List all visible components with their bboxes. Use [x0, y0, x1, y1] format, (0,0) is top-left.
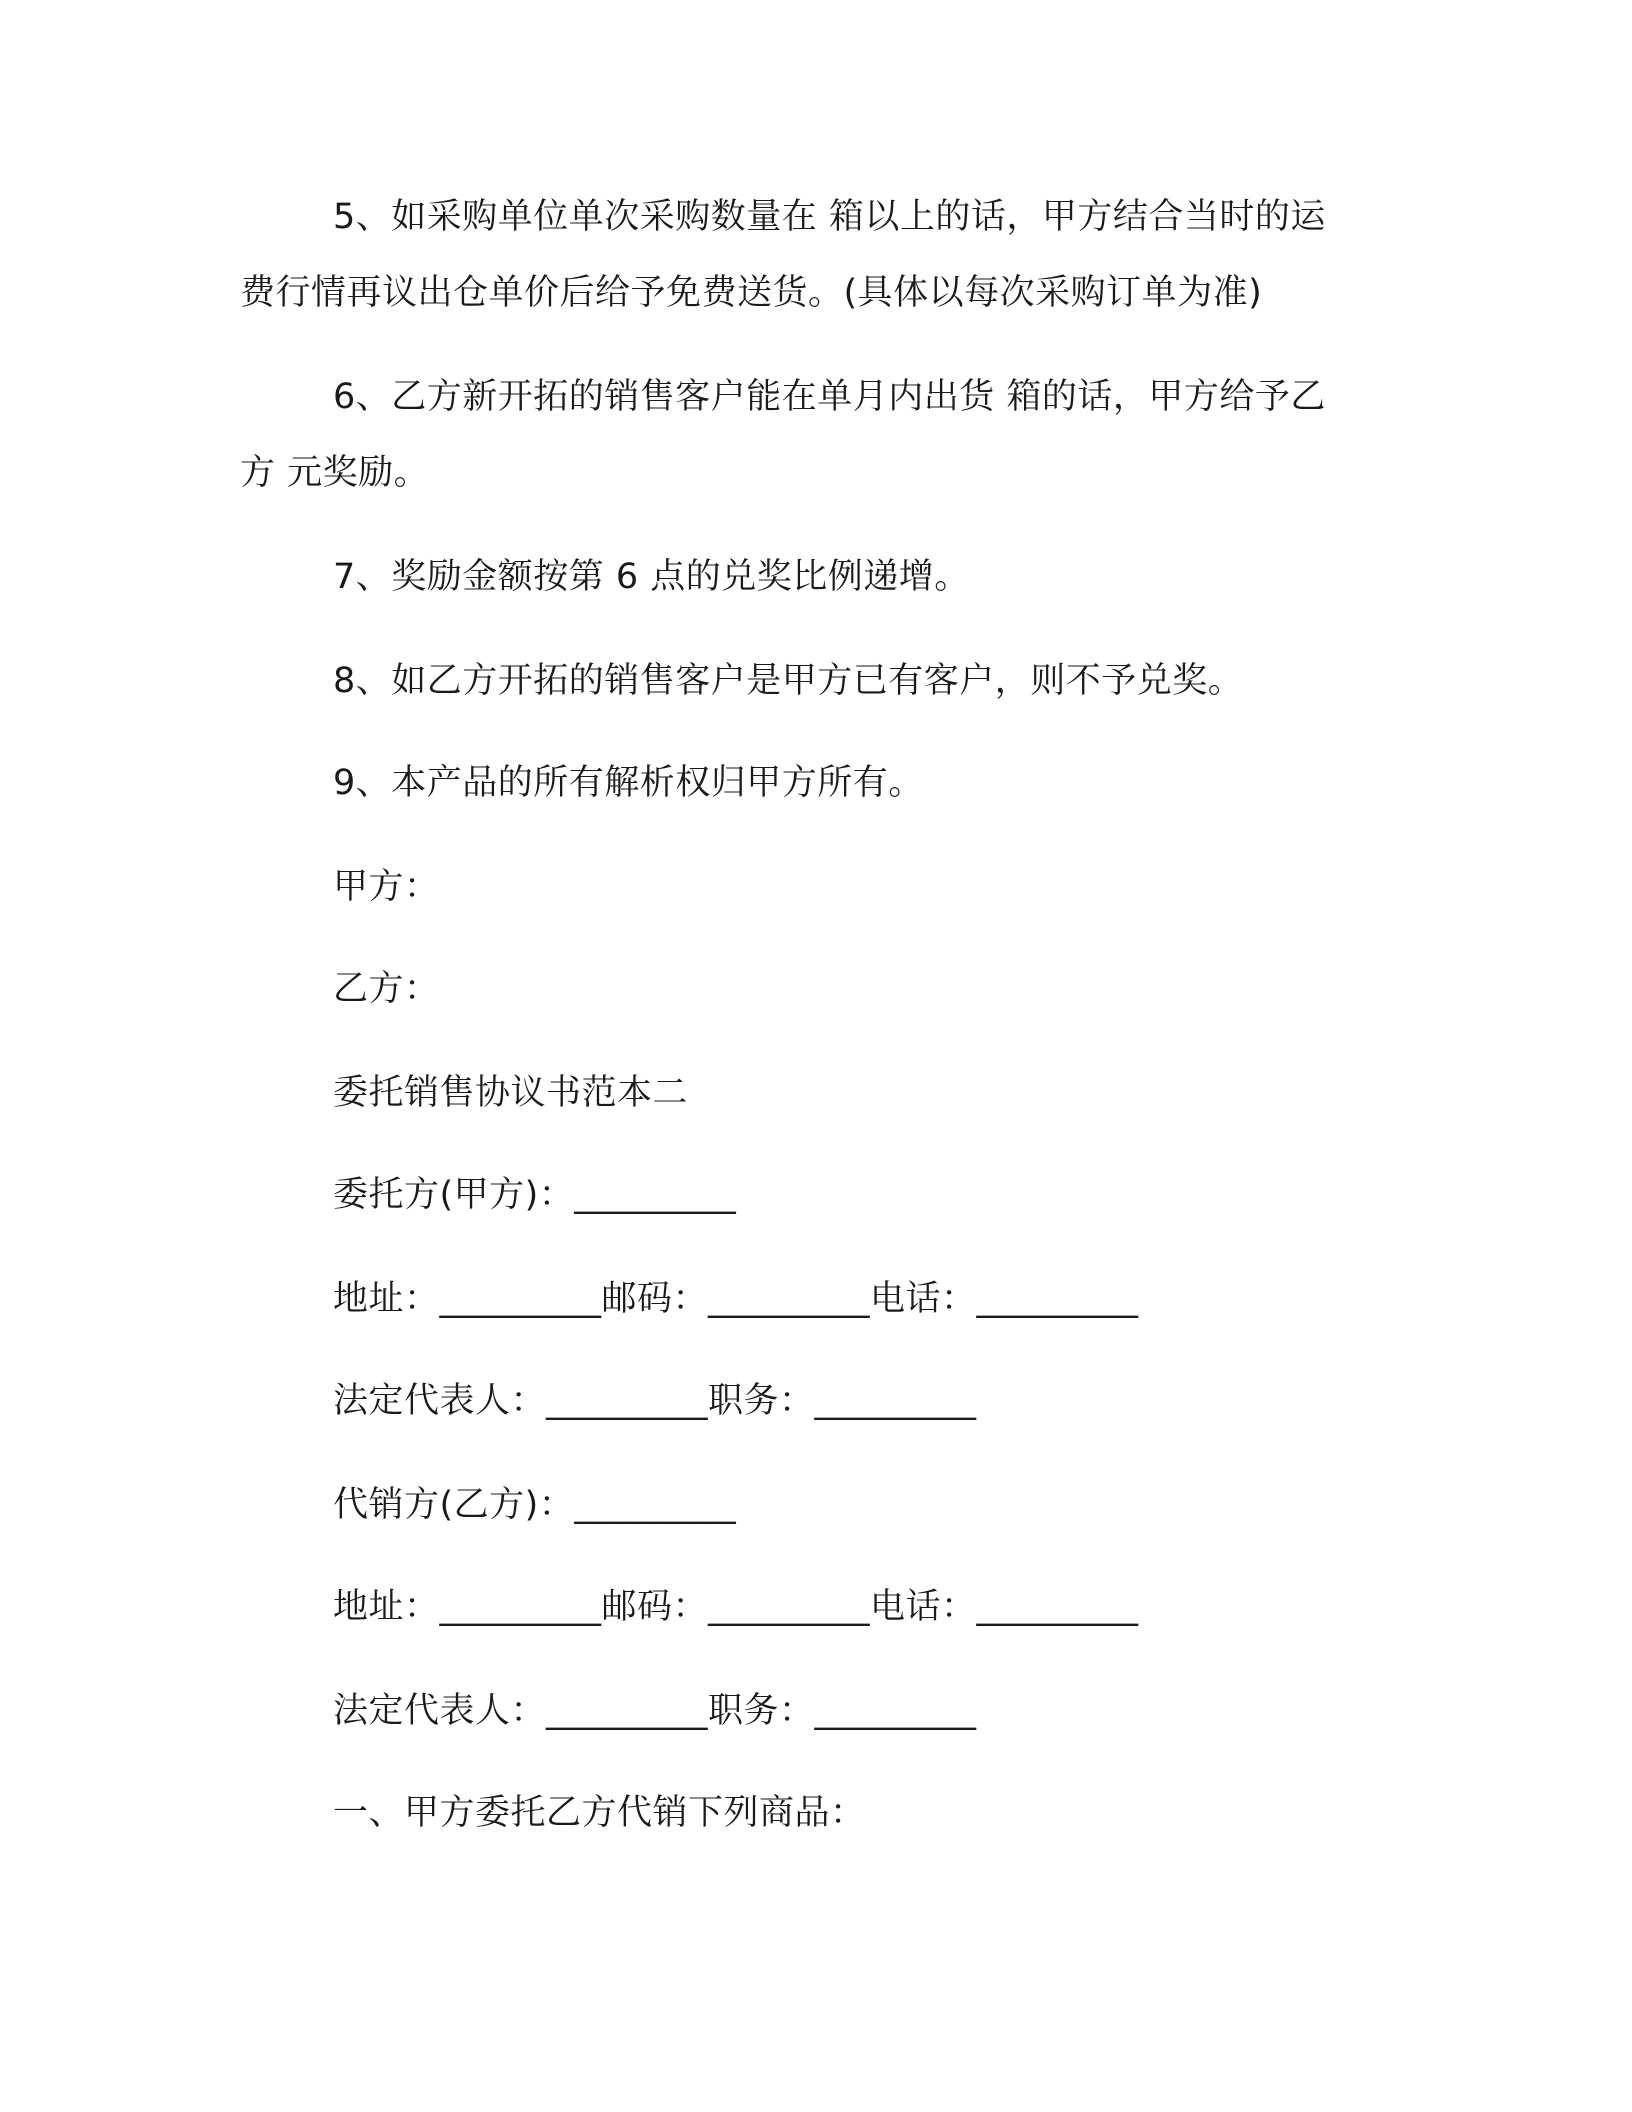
clause-5-line-1: 5、如采购单位单次采购数量在 箱以上的话，甲方结合当时的运	[333, 197, 1326, 237]
principal-contact-line: 地址：_________邮码：_________电话：_________	[333, 1279, 1139, 1319]
clause-7: 7、奖励金额按第 6 点的兑奖比例递增。	[333, 557, 970, 597]
party-b-signature: 乙方：	[333, 969, 440, 1009]
principal-line: 委托方(甲方)：_________	[333, 1175, 737, 1215]
party-a-signature: 甲方：	[333, 867, 440, 907]
clause-6-line-1: 6、乙方新开拓的销售客户能在单月内出货 箱的话，甲方给予乙	[333, 377, 1326, 417]
section-1-heading: 一、甲方委托乙方代销下列商品：	[333, 1793, 866, 1833]
clause-5-line-2: 费行情再议出仓单价后给予免费送货。(具体以每次采购订单为准)	[240, 273, 1263, 313]
agent-representative-line: 法定代表人：_________职务：_________	[333, 1691, 977, 1731]
agent-contact-line: 地址：_________邮码：_________电话：_________	[333, 1587, 1139, 1627]
principal-representative-line: 法定代表人：_________职务：_________	[333, 1381, 977, 1421]
clause-9: 9、本产品的所有解析权归甲方所有。	[333, 763, 924, 803]
agent-line: 代销方(乙方)：_________	[333, 1485, 737, 1525]
clause-6-line-2: 方 元奖励。	[240, 453, 430, 493]
sample-2-title: 委托销售协议书范本二	[333, 1073, 689, 1113]
clause-8: 8、如乙方开拓的销售客户是甲方已有客户，则不予兑奖。	[333, 661, 1244, 701]
